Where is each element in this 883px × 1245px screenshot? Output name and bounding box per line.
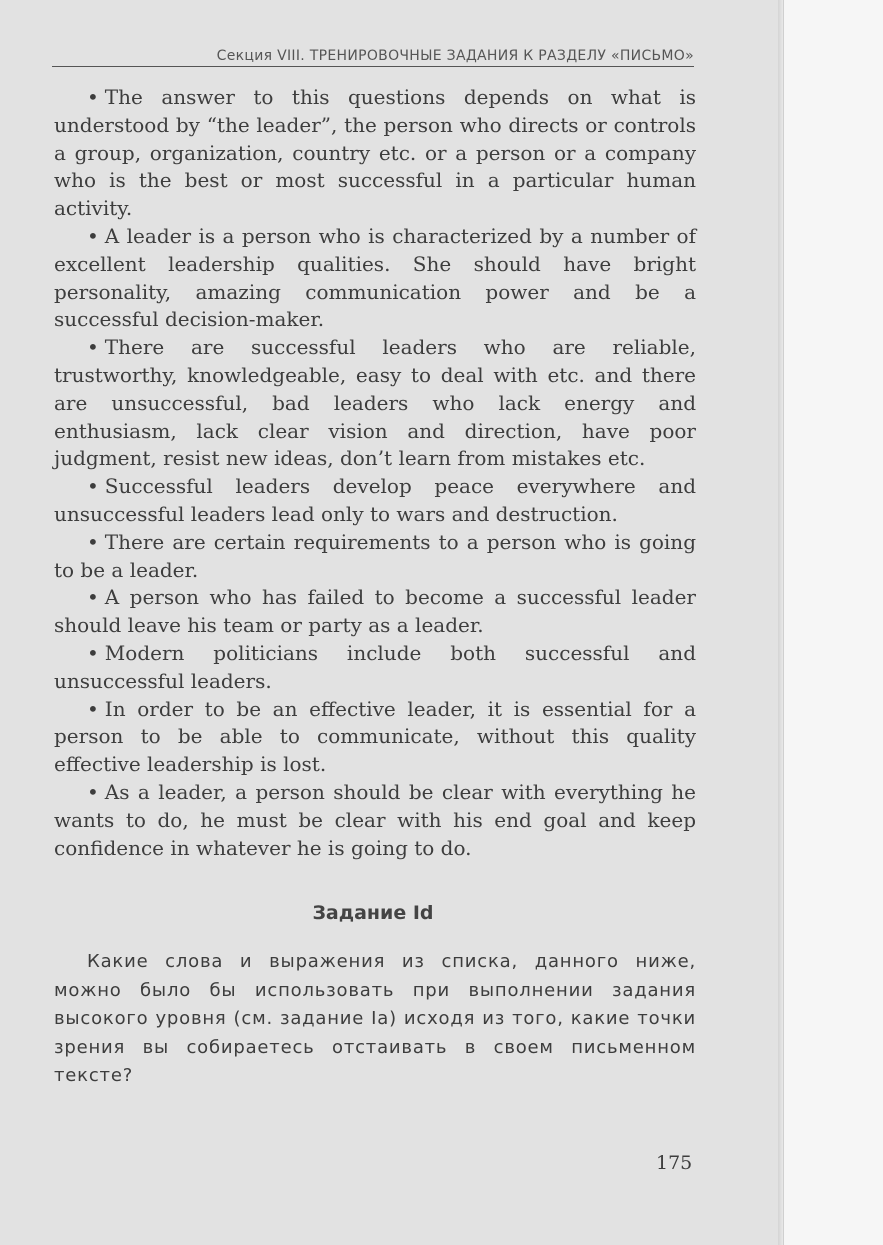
bullet-text: Successful leaders develop peace everywhere and unsuccessful leaders lead only to wars and destruction. xyxy=(54,474,696,526)
bullet-text: There are successful leaders who are reliable, trustworthy, knowledgeable, easy to deal with etc. and there are unsuccessful, bad leaders who lack energy and enthusiasm, lack clear vision and direction, have poor judgment, resist new ideas, don’t learn from mistakes etc. xyxy=(54,335,696,471)
bullet-text: In order to be an effective leader, it is essential for a person to be able to communicate, without this quality effective leadership is lost. xyxy=(54,696,696,777)
bullet-dot: • xyxy=(87,696,99,721)
bullet-item xyxy=(54,696,696,779)
page-number: 175 xyxy=(656,1152,693,1174)
bullet-text: Modern politicians include both successful and unsuccessful leaders. xyxy=(54,640,696,693)
bullet-item xyxy=(54,473,696,529)
bullet-item xyxy=(54,640,696,696)
bullet-dot: • xyxy=(87,223,99,248)
bullet-text: As a leader, a person should be clear with everything he wants to do, he must be clear with his end goal and keep confidence in whatever he is going to do. xyxy=(54,779,696,860)
bullet-item xyxy=(54,223,696,334)
bullet-dot: • xyxy=(87,640,99,665)
bullet-text: The answer to this questions depends on what is understood by “the leader”, the person who directs or controls a group, organization, country etc. or a person or a company who is the best or most successful in a particular human activity. xyxy=(54,85,696,221)
bullet-item xyxy=(54,84,696,223)
bullet-dot: • xyxy=(87,529,99,554)
scan-page-edge xyxy=(783,0,883,1245)
bullet-dot: • xyxy=(87,585,99,610)
bullet-item xyxy=(54,334,696,473)
bullet-item xyxy=(54,529,696,585)
bullet-dot: • xyxy=(87,85,99,109)
bullet-dot: • xyxy=(87,779,99,804)
section-title: Секция VIII. ТРЕНИРОВОЧНЫЕ ЗАДАНИЯ К РАЗДЕЛУ «ПИСЬМО» xyxy=(216,48,694,64)
task-title: Задание Id xyxy=(312,902,434,924)
bullet-text: A person who has failed to become a successful leader should leave his team or party as a leader. xyxy=(54,585,696,638)
bullet-text: A leader is a person who is characterized by a number of excellent leadership qualities. She should have bright personality, amazing communication power and be a successful decision-maker. xyxy=(54,223,696,332)
task-text: Какие слова и выражения из списка, данного ниже, можно было бы использовать при выполнении задания высокого уровня (см. задание Ia) исходя из того, какие точки зрения вы собираетесь отстаивать в своем письменном тексте? xyxy=(54,951,696,1086)
bullet-list xyxy=(54,84,696,862)
bullet-text: There are certain requirements to a person who is going to be a leader. xyxy=(54,529,696,582)
bullet-dot: • xyxy=(87,474,99,499)
bullet-item xyxy=(54,779,696,862)
bullet-dot: • xyxy=(87,335,99,360)
running-header xyxy=(52,48,694,67)
bullet-item xyxy=(54,584,696,640)
